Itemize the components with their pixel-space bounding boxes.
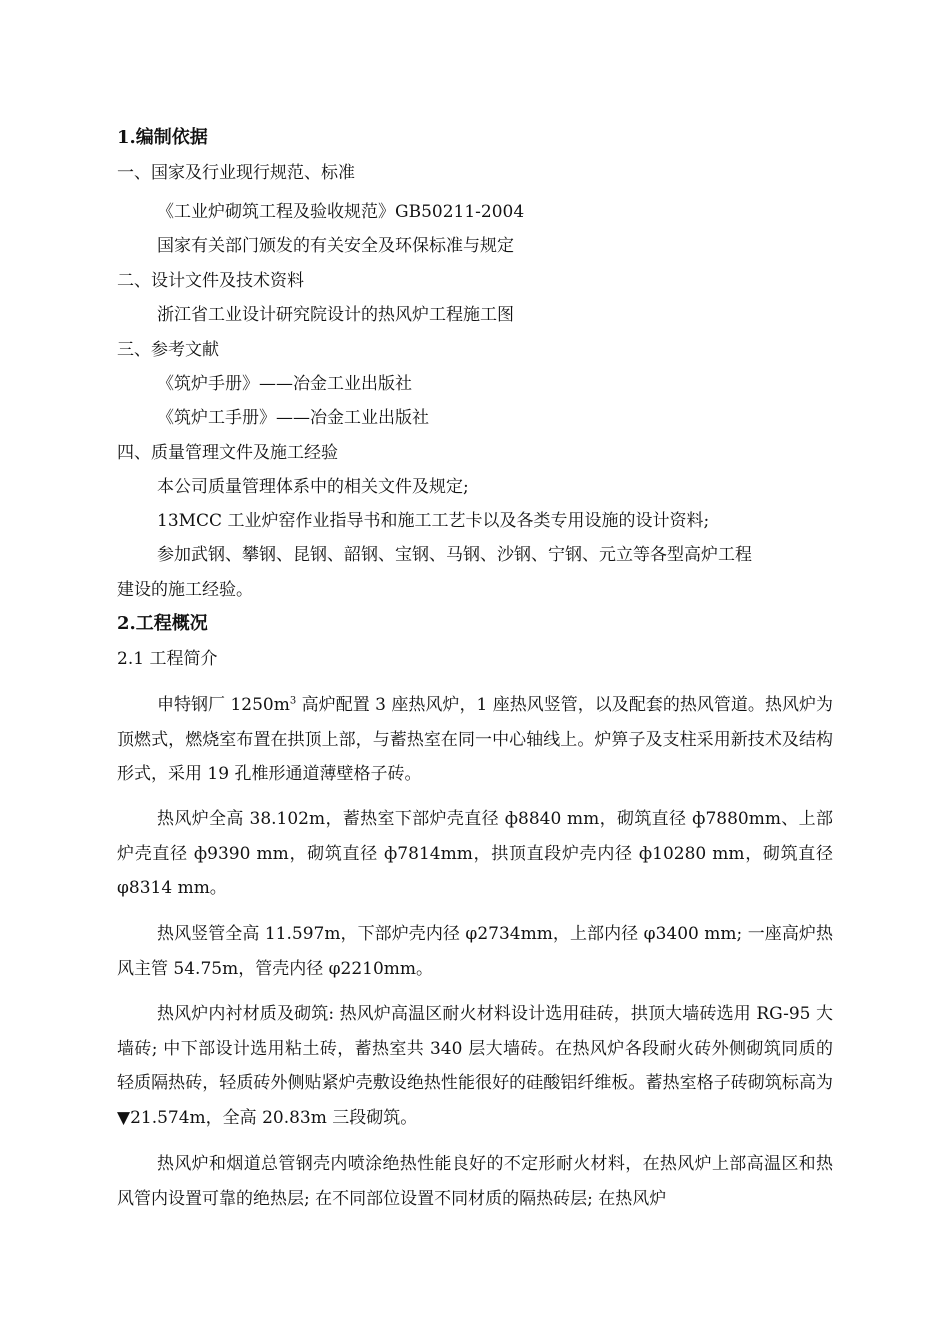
list-item: 本公司质量管理体系中的相关文件及规定; xyxy=(157,477,469,497)
section-1-heading: 1.编制依据 xyxy=(117,127,208,148)
list-item: 国家有关部门颁发的有关安全及环保标准与规定 xyxy=(157,236,514,256)
list-item: 三、参考文献 xyxy=(117,340,219,360)
superscript: 3 xyxy=(289,695,297,707)
paragraph-insulation: 热风炉和烟道总管钢壳内喷涂绝热性能良好的不定形耐火材料，在热风炉上部高温区和热风管内设置可靠的绝热层; 在不同部位设置不同材质的隔热砖层; 在热风炉 xyxy=(117,1154,833,1209)
list-item: 《筑炉工手册》——冶金工业出版社 xyxy=(157,408,429,428)
paragraph-intro-rest: 高炉配置 3 座热风炉，1 座热风竖管，以及配套的热风管道。热风炉为顶燃式，燃烧室布置在拱顶上部，与蓄热室在同一中心轴线上。炉箅子及支柱采用新技术及结构形式，采用 19 孔椎形通道薄壁格子砖。 xyxy=(117,695,833,784)
list-item: 浙江省工业设计研究院设计的热风炉工程施工图 xyxy=(157,305,514,325)
list-item: 四、质量管理文件及施工经验 xyxy=(117,443,338,463)
paragraph-intro xyxy=(117,688,833,792)
list-item: 建设的施工经验。 xyxy=(117,580,253,600)
list-item: 《工业炉砌筑工程及验收规范》GB50211-2004 xyxy=(157,202,525,222)
list-item: 13MCC 工业炉窑作业指导书和施工工艺卡以及各类专用设施的设计资料; xyxy=(157,511,710,531)
section-2-heading: 2.工程概况 xyxy=(117,613,208,634)
paragraph-intro-start: 申特钢厂 1250m xyxy=(157,695,290,715)
subsection-heading: 2.1 工程简介 xyxy=(117,649,218,669)
list-item: 《筑炉手册》——冶金工业出版社 xyxy=(157,374,412,394)
paragraph-stove-dimensions: 热风炉全高 38.102m，蓄热室下部炉壳直径 ф8840 mm，砌筑直径 ф7880mm、上部炉壳直径 ф9390 mm，砌筑直径 ф7814mm，拱顶直段炉壳内径 ф10280 mm，砌筑直径 φ8314 mm。 xyxy=(117,809,833,898)
list-item: 一、国家及行业现行规范、标准 xyxy=(117,163,355,183)
paragraph-hot-blast-pipe: 热风竖管全高 11.597m，下部炉壳内径 φ2734mm，上部内径 φ3400 mm; 一座高炉热风主管 54.75m，管壳内径 φ2210mm。 xyxy=(117,924,833,979)
list-item: 参加武钢、攀钢、昆钢、韶钢、宝钢、马钢、沙钢、宁钢、元立等各型高炉工程 xyxy=(157,545,752,565)
paragraph-lining-materials: 热风炉内衬材质及砌筑: 热风炉高温区耐火材料设计选用硅砖，拱顶大墙砖选用 RG-95 大墙砖; 中下部设计选用粘土砖，蓄热室共 340 层大墙砖。在热风炉各段耐火砖外侧砌筑同质的轻质隔热砖，轻质砖外侧贴紧炉壳敷设绝热性能很好的硅酸铝纤维板。蓄热室格子砖砌筑标高为▼21.574m，全高 20.83m 三段砌筑。 xyxy=(117,1004,833,1128)
list-item: 二、设计文件及技术资料 xyxy=(117,271,304,291)
